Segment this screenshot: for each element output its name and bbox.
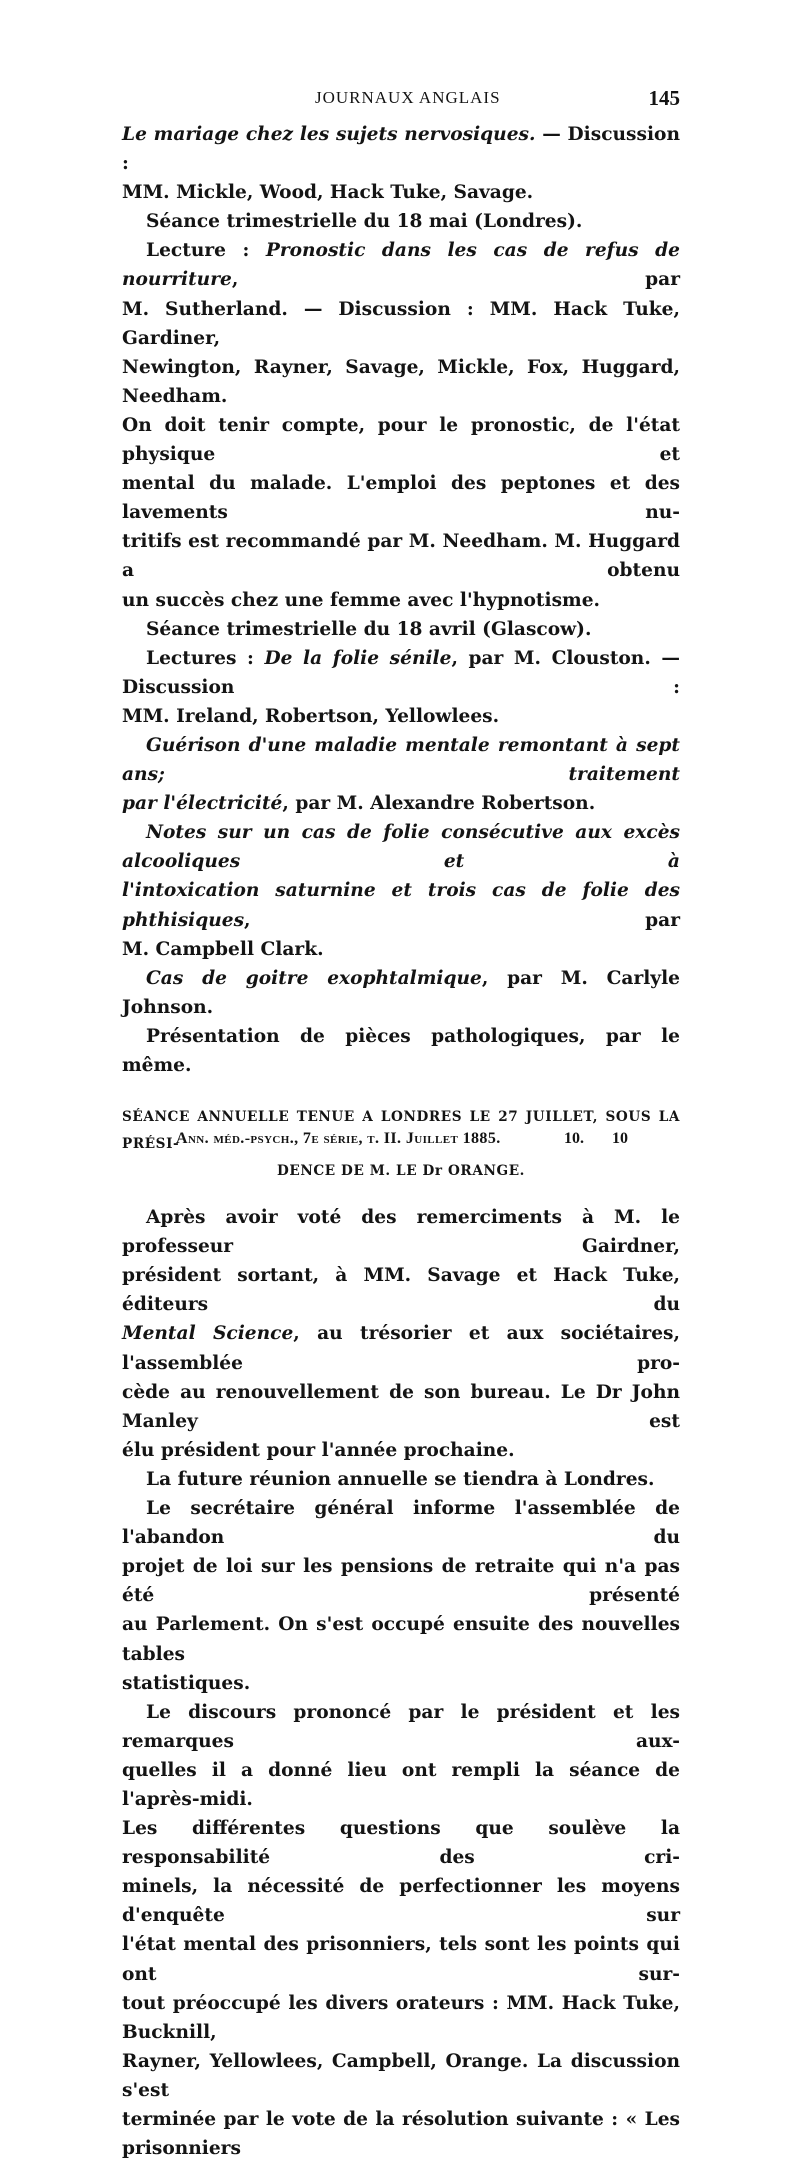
- text-run: Le discours prononcé par le président et les remarques aux-: [122, 1701, 680, 1752]
- text-line: [122, 935, 680, 964]
- text-line: [122, 469, 680, 527]
- text-run: , par: [244, 909, 680, 931]
- text-run: , par M. Carlyle Johnson.: [122, 967, 681, 1018]
- text-run: On doit tenir compte, pour le pronostic, de l'état physique et: [122, 414, 680, 466]
- text-run: Newington, Rayner, Savage, Mickle, Fox, Huggard, Needham.: [122, 356, 680, 407]
- text-line: [122, 1989, 680, 2047]
- italic-run: Pronostic dans les cas de refus de nourriture: [122, 240, 680, 291]
- text-line: [122, 1756, 680, 1814]
- text-run: , par M. Alexandre Robertson.: [282, 793, 596, 815]
- text-run: Présentation de pièces pathologiques, par le même.: [122, 1025, 680, 1076]
- text-run: tout préoccupé les divers orateurs : MM. Hack Tuke, Bucknill,: [122, 1992, 680, 2043]
- text-line: [122, 818, 680, 876]
- text-line: [122, 295, 680, 353]
- text-run: un succès chez une femme avec l'hypnotisme.: [122, 589, 601, 611]
- text-line: [122, 2047, 680, 2105]
- text-line: [122, 1494, 680, 1552]
- italic-run: Mental Science: [122, 1323, 294, 1345]
- text-line: [122, 1319, 680, 1377]
- running-header: [120, 88, 680, 116]
- text-line: [122, 1698, 680, 1756]
- text-line: [122, 1261, 680, 1319]
- text-line: [122, 1378, 680, 1436]
- text-line: [122, 1203, 680, 1261]
- text-line: [122, 353, 680, 411]
- text-run: terminée par le vote de la résolution suivante : « Les prisonniers: [122, 2109, 680, 2160]
- text-line: [122, 1669, 680, 1698]
- text-run: Lecture :: [146, 240, 266, 262]
- text-line: [122, 702, 680, 731]
- text-line: [122, 1930, 680, 1988]
- text-line: [122, 731, 680, 789]
- text-run: cède au renouvellement de son bureau. Le Dr John Manley est: [122, 1381, 680, 1432]
- text-run: , par: [231, 269, 680, 291]
- text-run: DENCE DE M. LE Dr ORANGE.: [276, 1163, 526, 1180]
- text-run: statistiques.: [122, 1672, 251, 1694]
- section-heading-line: [122, 1158, 680, 1185]
- text-run: minels, la nécessité de perfectionner les moyens d'enquête sur: [122, 1876, 680, 1927]
- text-run: MM. Mickle, Wood, Hack Tuke, Savage.: [122, 182, 534, 204]
- text-line: [122, 876, 680, 934]
- text-run: Rayner, Yellowlees, Campbell, Orange. La discussion s'est: [122, 2050, 680, 2101]
- text-line: [122, 120, 680, 178]
- text-line: [122, 1436, 680, 1465]
- text-run: Après avoir voté des remerciments à M. le professeur Gairdner,: [122, 1207, 680, 1258]
- text-run: tritifs est recommandé par M. Needham. M. Huggard a obtenu: [122, 531, 680, 582]
- text-line: [122, 527, 680, 585]
- text-line: [122, 2105, 680, 2163]
- text-run: SÉANCE ANNUELLE TENUE A LONDRES LE 27 JUILLET, SOUS LA PRÉSI-: [122, 1109, 680, 1153]
- text-line: [122, 1022, 680, 1080]
- text-line: [122, 964, 680, 1022]
- text-line: [122, 615, 680, 644]
- text-run: Les différentes questions que soulève la responsabilité des cri-: [122, 1818, 680, 1869]
- text-run: Lectures :: [146, 647, 265, 669]
- text-run: MM. Ireland, Robertson, Yellowlees.: [122, 705, 500, 727]
- signature-mark-2: 10: [612, 1130, 628, 1147]
- text-run: M. Campbell Clark.: [122, 938, 324, 960]
- text-run: Le secrétaire général informe l'assemblée de l'abandon du: [122, 1498, 680, 1549]
- italic-run: l'intoxication saturnine et trois cas de folie des phthisiques: [122, 880, 680, 931]
- signature-mark: 10.: [564, 1130, 584, 1147]
- text-line: [122, 644, 680, 702]
- text-line: [122, 1465, 680, 1494]
- text-line: [122, 586, 680, 615]
- text-run: quelles il a donné lieu ont rempli la séance de l'après-midi.: [122, 1759, 680, 1810]
- text-run: , par M. Clouston. — Discussion :: [122, 647, 680, 698]
- text-run: l'état mental des prisonniers, tels sont les points qui ont sur-: [122, 1934, 680, 1985]
- text-line: [122, 1610, 680, 1668]
- italic-run: par l'électricité: [122, 793, 283, 815]
- text-line: [122, 178, 680, 207]
- text-run: Séance trimestrielle du 18 avril (Glascow).: [146, 618, 592, 640]
- text-run: au Parlement. On s'est occupé ensuite des nouvelles tables: [122, 1614, 680, 1665]
- italic-run: Notes sur un cas de folie consécutive aux excès alcooliques et à: [122, 822, 680, 873]
- text-run: — Discussion :: [122, 124, 680, 175]
- running-title: JOURNAUX ANGLAIS: [315, 88, 501, 107]
- text-line: [122, 1552, 680, 1610]
- italic-run: Guérison d'une maladie mentale remontant à sept ans; traitement: [122, 734, 680, 786]
- text-run: mental du malade. L'emploi des peptones et des lavements nu-: [122, 473, 680, 524]
- text-run: Séance trimestrielle du 18 mai (Londres).: [146, 211, 583, 233]
- text-line: [122, 1814, 680, 1872]
- text-line: [122, 207, 680, 236]
- journal-citation: Ann. méd.-psych., 7e série, t. II. Juillet 1885.: [176, 1130, 501, 1147]
- page-footer: [176, 1130, 636, 1156]
- text-line: [122, 236, 680, 294]
- text-run: , au trésorier et aux sociétaires, l'assemblée pro-: [122, 1323, 680, 1374]
- italic-run: Cas de goitre exophtalmique: [146, 967, 482, 989]
- text-run: projet de loi sur les pensions de retraite qui n'a pas été présenté: [122, 1556, 680, 1607]
- italic-run: De la folie sénile: [264, 647, 452, 669]
- text-line: [122, 411, 680, 469]
- text-run: élu président pour l'année prochaine.: [122, 1439, 515, 1461]
- text-line: [122, 789, 680, 818]
- text-line: [122, 1872, 680, 1930]
- text-run: M. Sutherland. — Discussion : MM. Hack Tuke, Gardiner,: [122, 298, 680, 349]
- text-run: président sortant, à MM. Savage et Hack Tuke, éditeurs du: [122, 1265, 680, 1316]
- italic-run: Le mariage chez les sujets nervosiques.: [122, 124, 536, 145]
- text-run: La future réunion annuelle se tiendra à Londres.: [146, 1468, 655, 1490]
- page-number: 145: [648, 86, 680, 110]
